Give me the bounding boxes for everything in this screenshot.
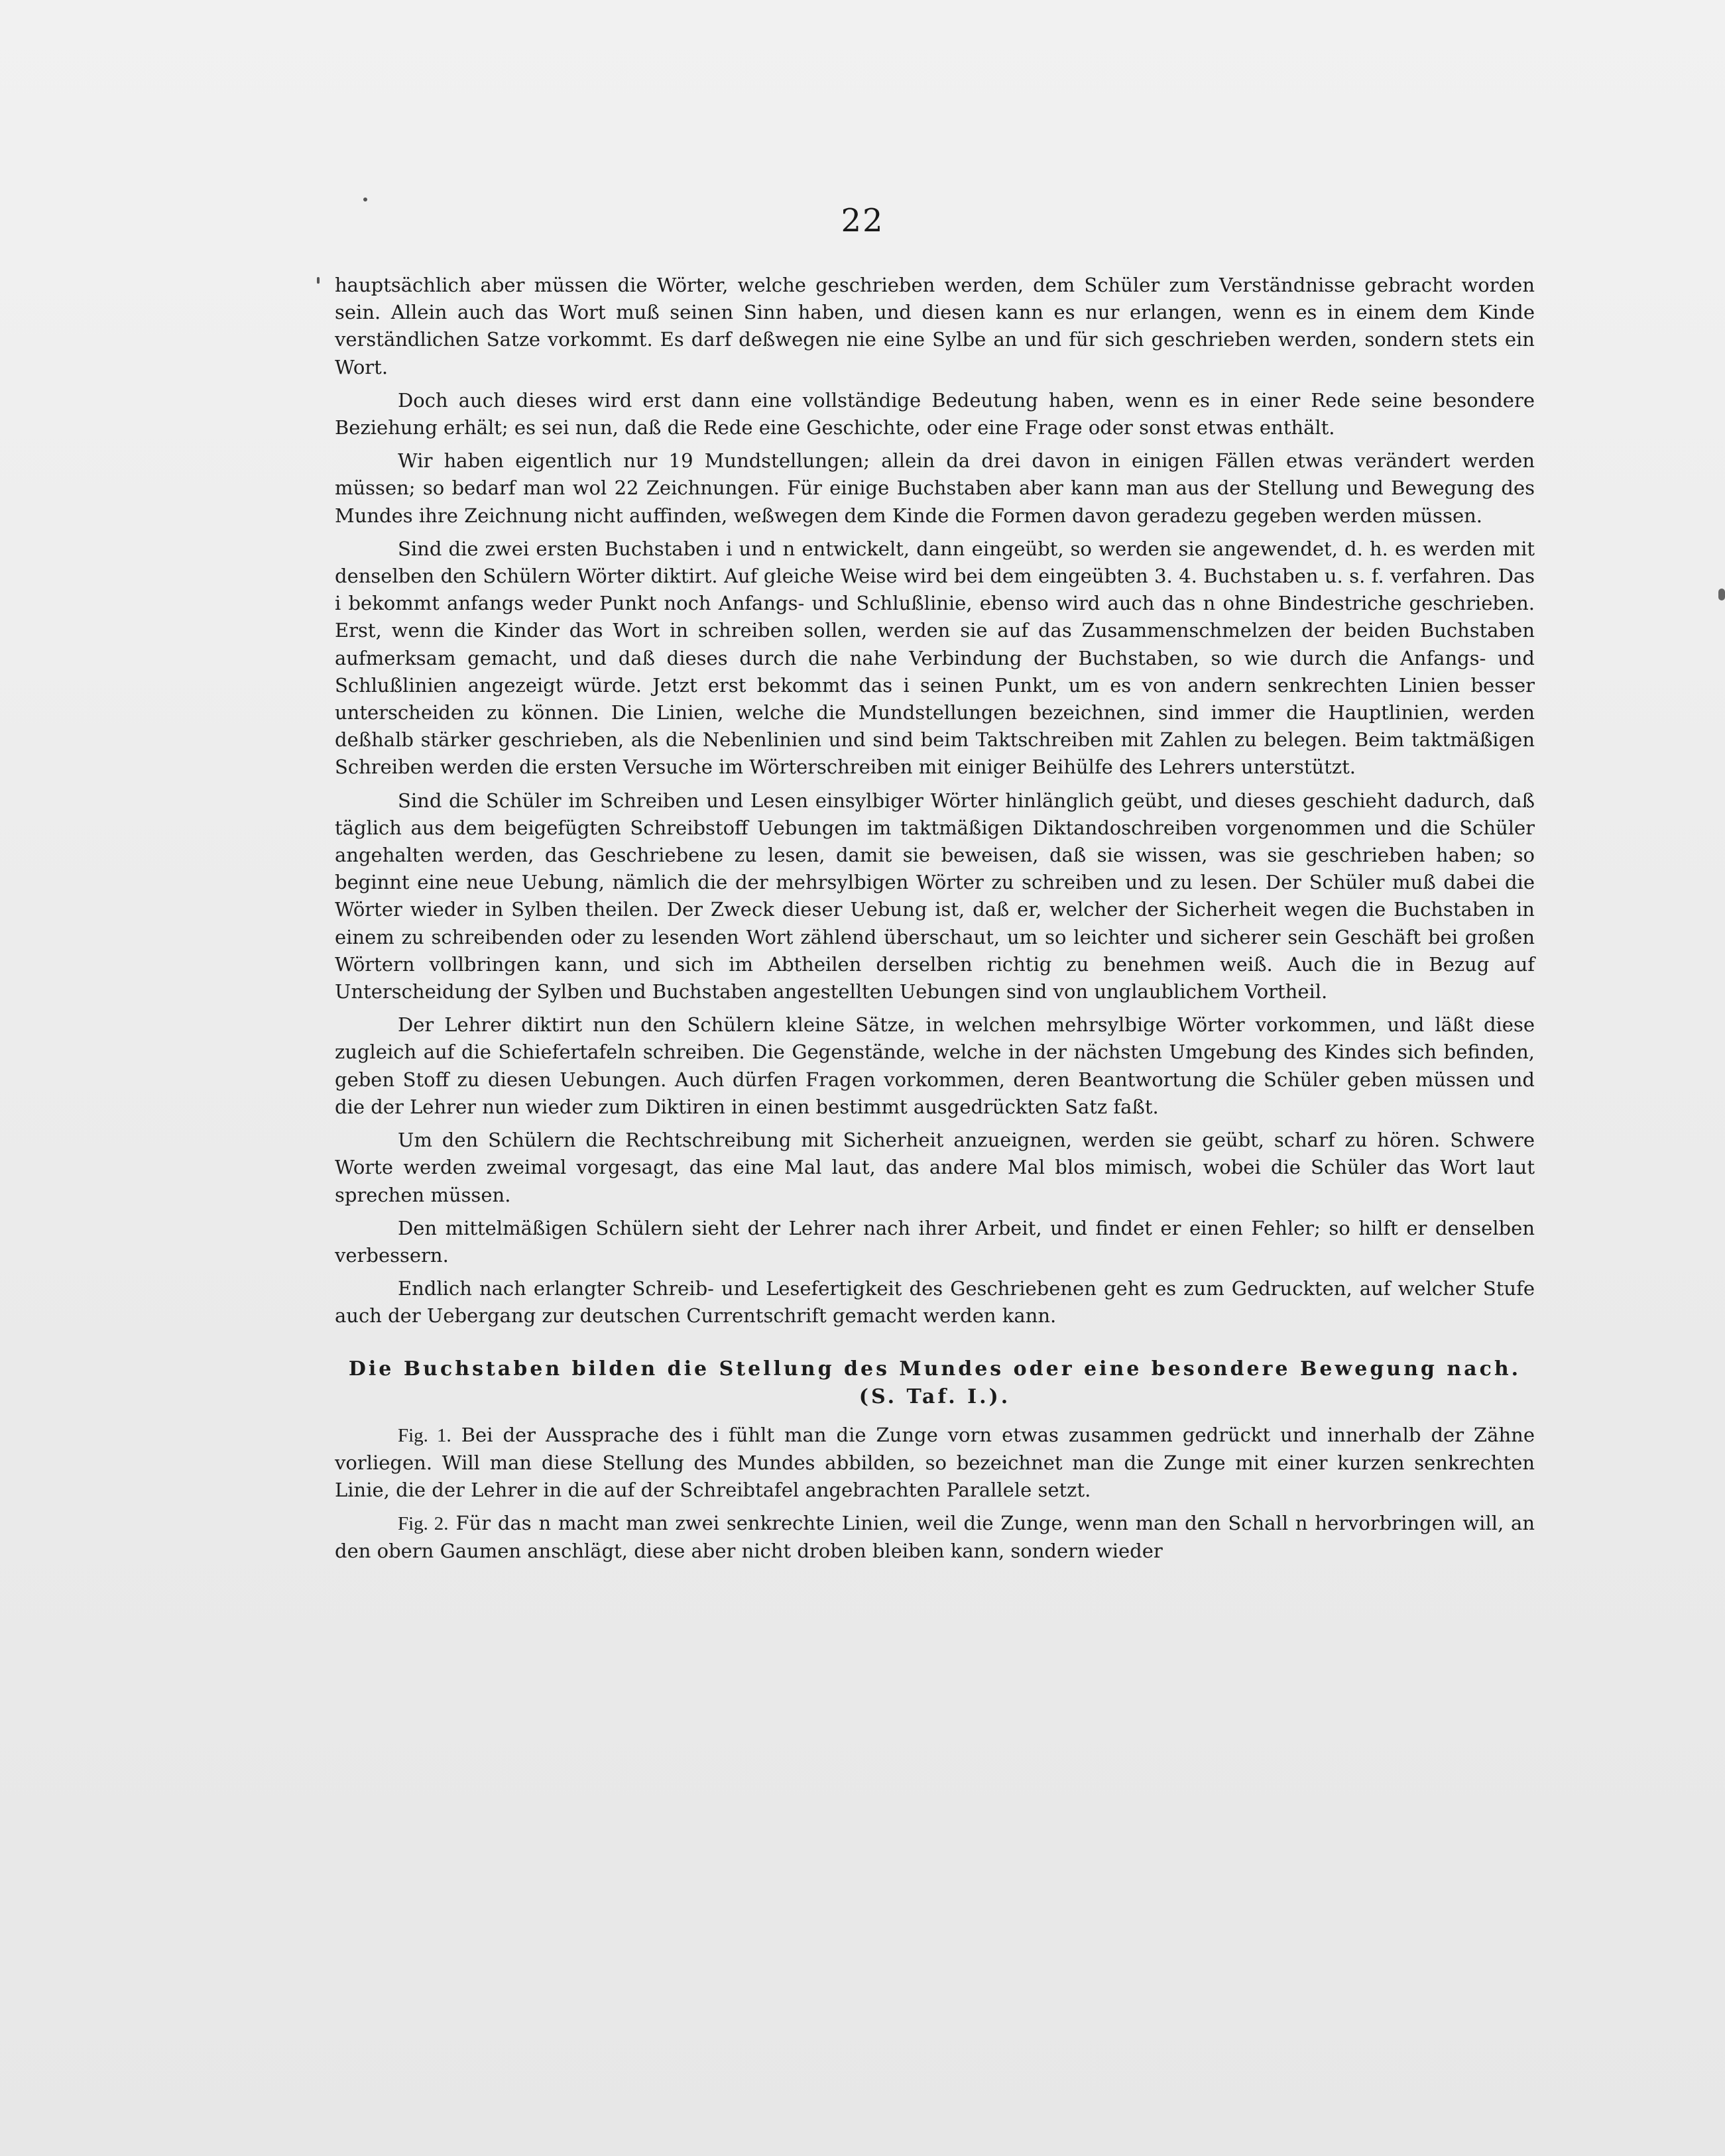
figure-text: Bei der Aussprache des i fühlt man die Zunge vorn etwas zusammen gedrückt und innerhalb der Zähne vorliegen. Will man diese Stellung des Mundes abbilden, so bezeichnet man die Zunge mit einer kurzen senkrechten Linie, die der Lehrer in die auf der Schreibtafel angebrachten Parallele setzt.: [335, 1423, 1535, 1501]
paragraph: Endlich nach erlangter Schreib- und Lesefertigkeit des Geschriebenen geht es zum Gedruckten, auf welcher Stufe auch der Uebergang zur deutschen Currentschrift gemacht werden kann.: [335, 1277, 1535, 1328]
paragraph: hauptsächlich aber müssen die Wörter, welche geschrieben werden, dem Schüler zum Verständnisse gebracht worden sein. Allein auch das Wort muß seinen Sinn haben, und diesen kann es nur erlangen, wenn es in einem dem Kinde verständlichen Satze vorkommt. Es darf deßwegen nie eine Sylbe an und für sich geschrieben werden, sondern stets ein Wort.: [335, 274, 1535, 378]
paragraph: Um den Schülern die Rechtschreibung mit Sicherheit anzueignen, werden sie geübt, scharf zu hören. Schwere Worte werden zweimal vorgesagt, das eine Mal laut, das andere Mal blos mimisch, wobei die Schüler das Wort laut sprechen müssen.: [335, 1129, 1535, 1206]
figure-label: Fig. 2.: [398, 1513, 449, 1535]
print-speck: [1718, 589, 1725, 600]
print-speck: [363, 198, 367, 201]
paragraph: Sind die Schüler im Schreiben und Lesen einsylbiger Wörter hinlänglich geübt, und dieses geschieht dadurch, daß täglich aus dem beigefügten Schreibstoff Uebungen im taktmäßigen Diktandoschreiben vorgenommen und die Schüler angehalten werden, das Geschriebene zu lesen, damit sie beweisen, daß sie wissen, was sie geschrieben haben; so beginnt eine neue Uebung, nämlich die der mehrsylbigen Wörter zu schreiben und zu lesen. Der Schüler muß dabei die Wörter wieder in Sylben theilen. Der Zweck dieser Uebung ist, daß er, welcher der Sicherheit wegen die Buchstaben in einem zu schreibenden oder zu lesenden Wort zählend überschaut, um so leichter und sicherer sein Geschäft bei großen Wörtern vollbringen kann, und sich im Abtheilen derselben richtig zu benehmen weiß. Auch die in Bezug auf Unterscheidung der Sylben und Buchstaben angestellten Uebungen sind von unglaublichem Vortheil.: [335, 789, 1535, 1003]
paragraph: Den mittelmäßigen Schülern sieht der Lehrer nach ihrer Arbeit, und findet er einen Fehler; so hilft er denselben verbessern.: [335, 1216, 1535, 1267]
paragraph: Sind die zwei ersten Buchstaben i und n entwickelt, dann eingeübt, so werden sie angewendet, d. h. es werden mit denselben den Schülern Wörter diktirt. Auf gleiche Weise wird bei dem eingeübten 3. 4. Buchstaben u. s. f. verfahren. Das i bekommt anfangs weder Punkt noch Anfangs- und Schlußlinie, ebenso wird auch das n ohne Bindestriche geschrieben. Erst, wenn die Kinder das Wort in schreiben sollen, werden sie auf das Zusammenschmelzen der beiden Buchstaben aufmerksam gemacht, und daß dieses durch die nahe Verbindung der Buchstaben, so wie durch die Anfangs- und Schlußlinien angezeigt würde. Jetzt erst bekommt das i seinen Punkt, um es von andern senkrechten Linien besser unterscheiden zu können. Die Linien, welche die Mundstellungen bezeichnen, sind immer die Hauptlinien, werden deßhalb stärker geschrieben, als die Nebenlinien und sind beim Taktschreiben mit Zahlen zu belegen. Beim taktmäßigen Schreiben werden die ersten Versuche im Wörterschreiben mit einiger Beihülfe des Lehrers unterstützt.: [335, 537, 1535, 779]
figure-paragraph: [335, 1510, 1535, 1565]
paragraph: Der Lehrer diktirt nun den Schülern kleine Sätze, in welchen mehrsylbige Wörter vorkommen, und läßt diese zugleich auf die Schiefertafeln schreiben. Die Gegenstände, welche in der nächsten Umgebung des Kindes sich befinden, geben Stoff zu diesen Uebungen. Auch dürfen Fragen vorkommen, deren Beantwortung die Schüler geben müssen und die der Lehrer nun wieder zum Diktiren in einen bestimmt ausgedrückten Satz faßt.: [335, 1013, 1535, 1118]
figure-text: Für das n macht man zwei senkrechte Linien, weil die Zunge, wenn man den Schall n hervorbringen will, an den obern Gaumen anschlägt, diese aber nicht droben bleiben kann, sondern wieder: [335, 1512, 1535, 1563]
print-speck: [317, 277, 320, 284]
page-number: 22: [841, 202, 884, 239]
text-body: [335, 272, 1535, 1571]
paragraph: Wir haben eigentlich nur 19 Mundstellungen; allein da drei davon in einigen Fällen etwas verändert werden müssen; so bedarf man wol 22 Zeichnungen. Für einige Buchstaben aber kann man aus der Stellung und Bewegung des Mundes ihre Zeichnung nicht auffinden, weßwegen dem Kinde die Formen davon geradezu gegeben werden müssen.: [335, 449, 1535, 527]
section-heading: Die Buchstaben bilden die Stellung des Mundes oder eine besondere Bewegung nach. (S. Taf. I.).: [348, 1357, 1521, 1408]
figure-label: Fig. 1.: [398, 1424, 451, 1446]
figure-paragraph: [335, 1422, 1535, 1504]
paragraph: Doch auch dieses wird erst dann eine vollständige Bedeutung haben, wenn es in einer Rede seine besondere Beziehung erhält; es sei nun, daß die Rede eine Geschichte, oder eine Frage oder sonst etwas enthält.: [335, 388, 1535, 439]
